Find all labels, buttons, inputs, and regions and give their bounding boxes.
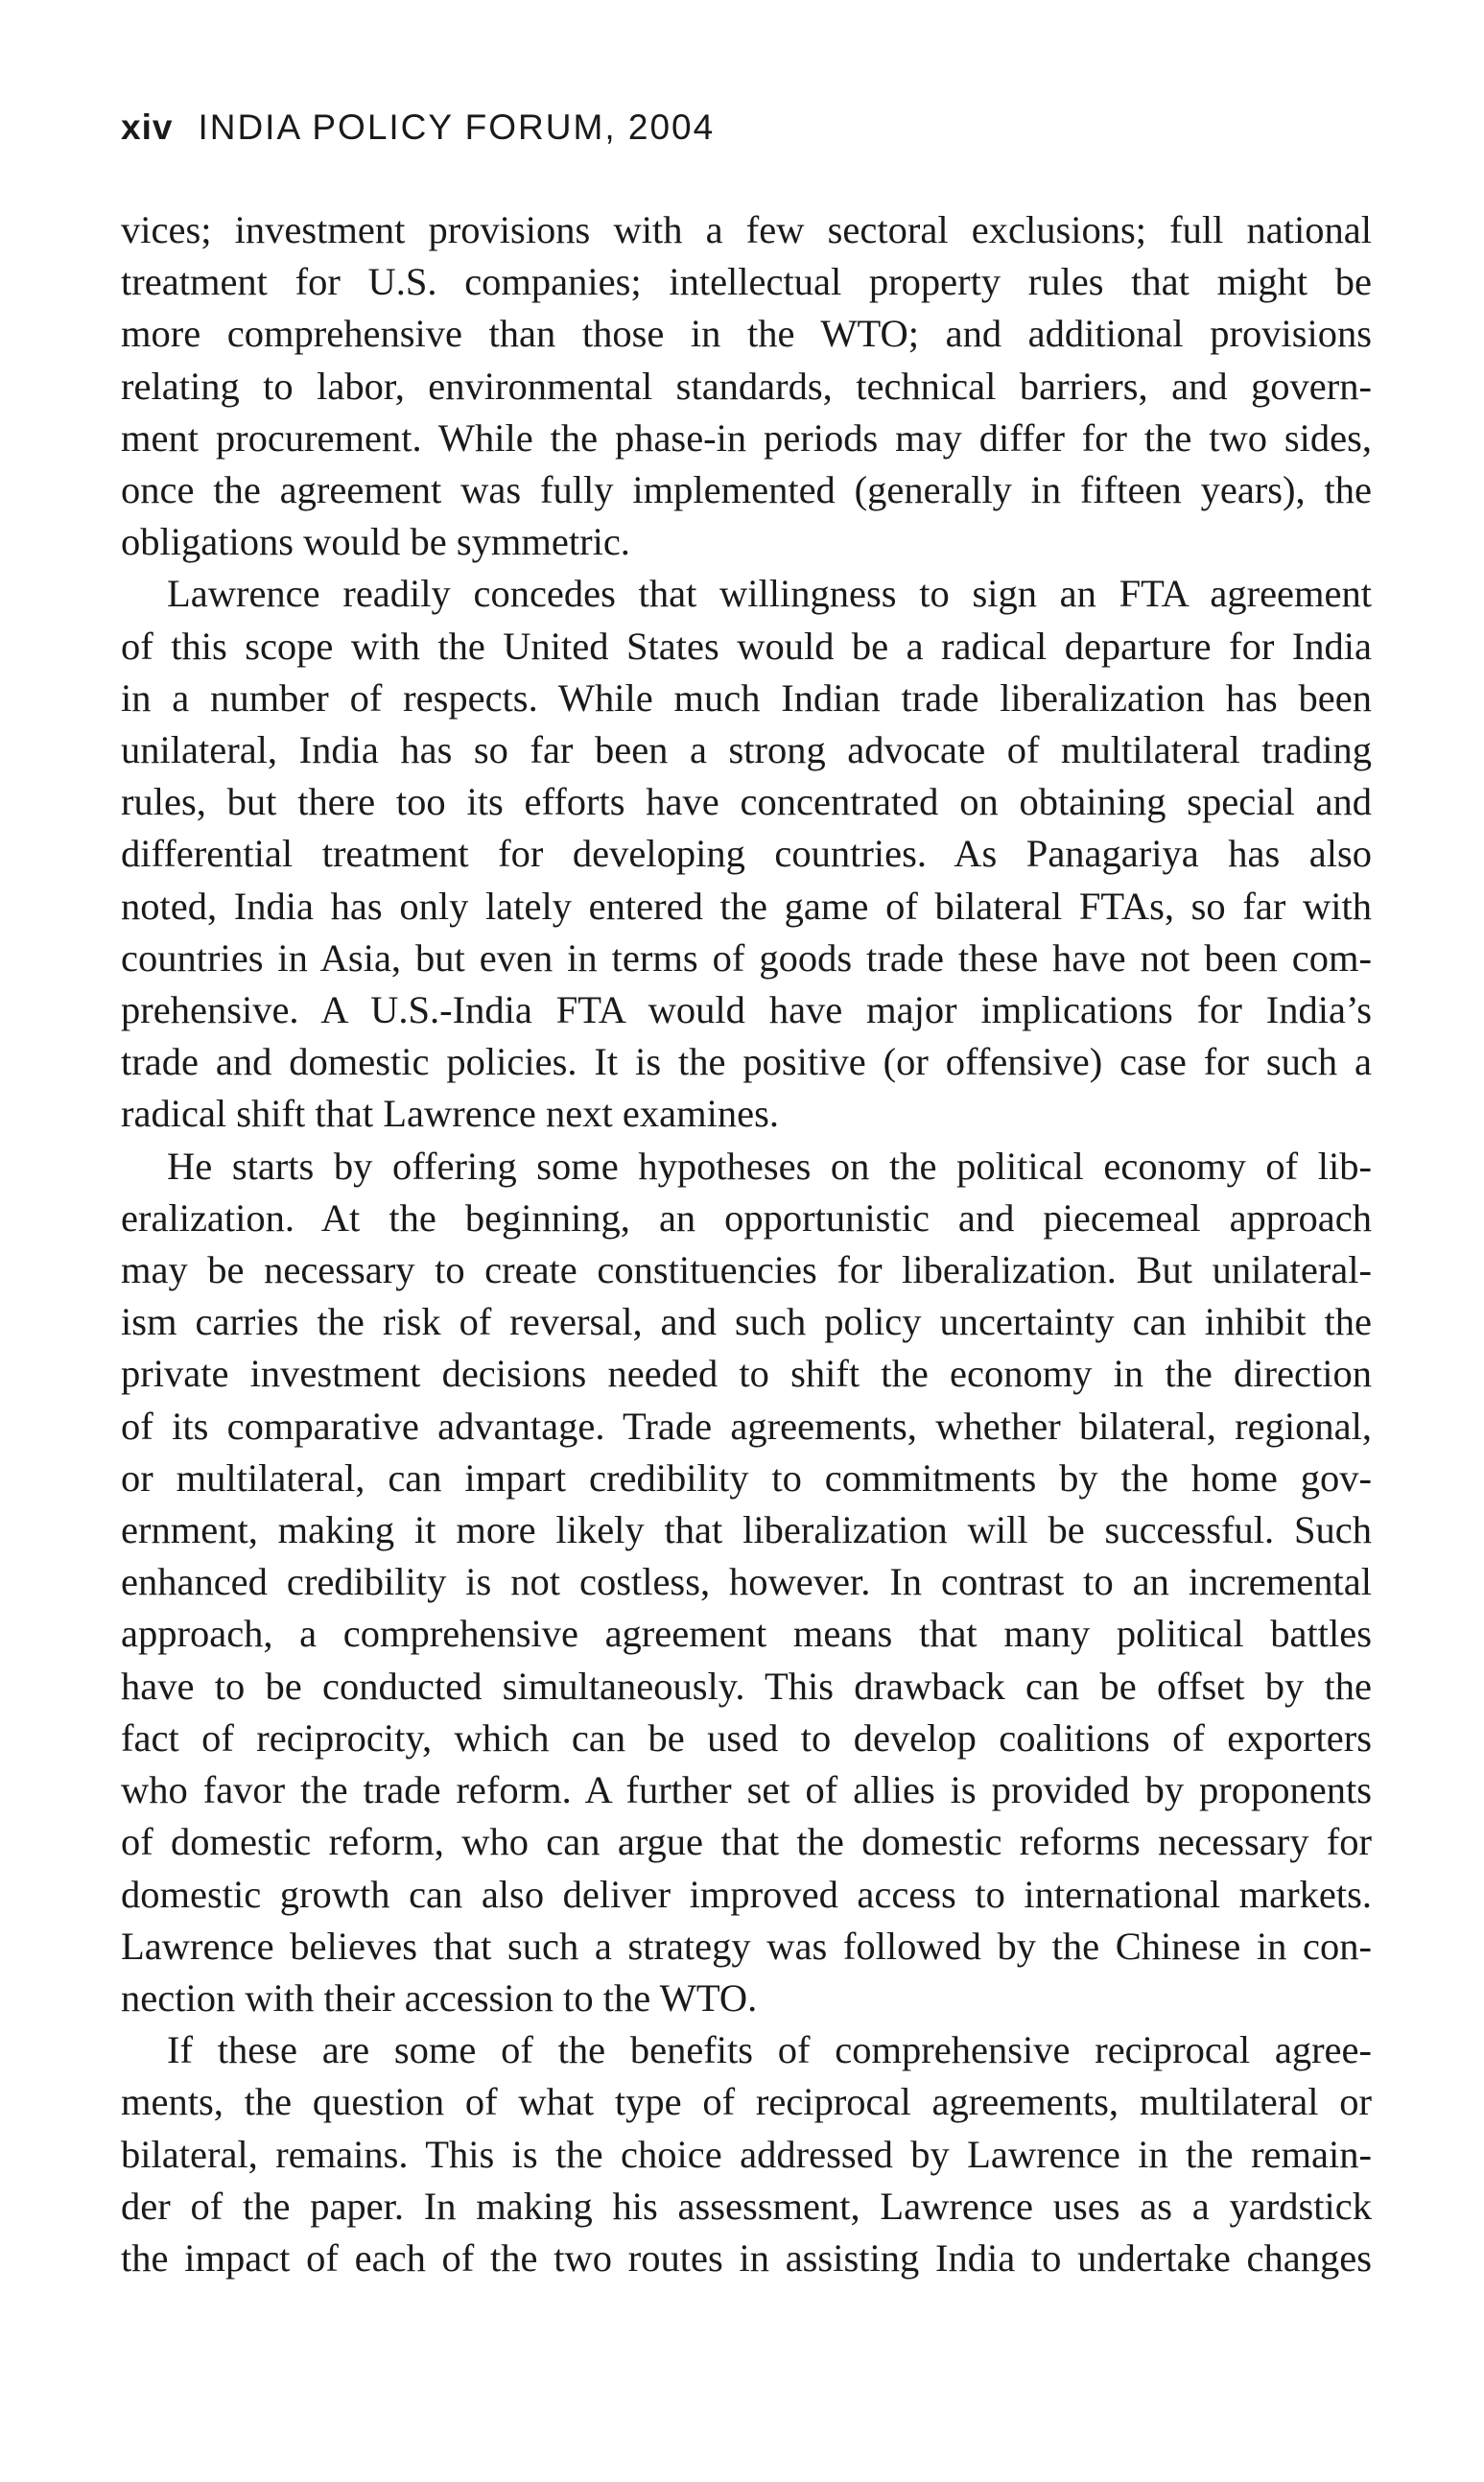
body-text	[121, 204, 1372, 2284]
text-line: of its comparative advantage. Trade agreements, whether bilateral, regional,	[121, 1404, 1372, 1448]
text-line: ernment, making it more likely that liberalization will be successful. Such	[121, 1508, 1372, 1552]
text-line: vices; investment provisions with a few sectoral exclusions; full national	[121, 208, 1372, 251]
text-line: once the agreement was fully implemented (generally in fifteen years), the	[121, 468, 1372, 512]
text-line: the impact of each of the two routes in assisting India to undertake changes	[121, 2235, 1372, 2280]
text-line: eralization. At the beginning, an opportunistic and piecemeal approach	[121, 1195, 1372, 1240]
text-line: of domestic reform, who can argue that the domestic reforms necessary for	[121, 1820, 1372, 1864]
running-title: INDIA POLICY FORUM, 2004	[198, 107, 716, 147]
text-line: have to be conducted simultaneously. This drawback can be offset by the	[121, 1664, 1372, 1708]
text-line: private investment decisions needed to shift the economy in the direction	[121, 1352, 1372, 1396]
text-line: treatment for U.S. companies; intellectual property rules that might be	[121, 260, 1372, 304]
text-line: noted, India has only lately entered the game of bilateral FTAs, so far with	[121, 884, 1372, 928]
text-line: ments, the question of what type of reciprocal agreements, multilateral or	[121, 2080, 1372, 2124]
text-line: nection with their accession to the WTO.	[121, 1975, 758, 2020]
paragraph-1	[121, 204, 1372, 568]
text-line: Lawrence readily concedes that willingness to sign an FTA agreement	[167, 572, 1372, 616]
text-line: fact of reciprocity, which can be used to develop coalitions of exporters	[121, 1715, 1372, 1760]
text-line: unilateral, India has so far been a strong advocate of multilateral trading	[121, 728, 1372, 772]
text-line: radical shift that Lawrence next examines.	[121, 1092, 779, 1136]
text-line: of this scope with the United States would be a radical departure for India	[121, 624, 1372, 668]
running-head	[121, 107, 715, 148]
text-line: der of the paper. In making his assessment, Lawrence uses as a yardstick	[121, 2184, 1372, 2228]
text-line: in a number of respects. While much Indian trade liberalization has been	[121, 675, 1372, 720]
text-line: differential treatment for developing countries. As Panagariya has also	[121, 832, 1372, 876]
text-line: approach, a comprehensive agreement means that many political battles	[121, 1612, 1372, 1656]
text-line: more comprehensive than those in the WTO; and additional provisions	[121, 312, 1372, 356]
text-line: enhanced credibility is not costless, however. In contrast to an incremental	[121, 1560, 1372, 1604]
text-line: If these are some of the benefits of comprehensive reciprocal agree-	[167, 2028, 1372, 2072]
text-line: domestic growth can also deliver improved access to international markets.	[121, 1872, 1372, 1916]
paragraph-4	[121, 2024, 1372, 2284]
text-line: He starts by offering some hypotheses on the political economy of lib-	[167, 1144, 1372, 1188]
text-line: relating to labor, environmental standards, technical barriers, and govern-	[121, 364, 1372, 408]
paragraph-3	[121, 1141, 1372, 2024]
text-line: trade and domestic policies. It is the positive (or offensive) case for such a	[121, 1040, 1372, 1084]
text-line: obligations would be symmetric.	[121, 520, 630, 564]
text-line: ment procurement. While the phase-in periods may differ for the two sides,	[121, 415, 1372, 460]
text-line: countries in Asia, but even in terms of goods trade these have not been com-	[121, 935, 1372, 980]
paragraph-2	[121, 568, 1372, 1140]
page-number: xiv	[121, 107, 174, 147]
text-line: who favor the trade reform. A further set of allies is provided by proponents	[121, 1768, 1372, 1812]
text-line: prehensive. A U.S.-India FTA would have major implications for India’s	[121, 988, 1372, 1032]
text-line: Lawrence believes that such a strategy was followed by the Chinese in con-	[121, 1924, 1372, 1968]
text-line: rules, but there too its efforts have concentrated on obtaining special and	[121, 780, 1372, 824]
text-line: may be necessary to create constituencies for liberalization. But unilateral-	[121, 1248, 1372, 1292]
text-line: bilateral, remains. This is the choice addressed by Lawrence in the remain-	[121, 2132, 1372, 2176]
text-line: ism carries the risk of reversal, and such policy uncertainty can inhibit the	[121, 1300, 1372, 1344]
text-line: or multilateral, can impart credibility to commitments by the home gov-	[121, 1455, 1372, 1500]
